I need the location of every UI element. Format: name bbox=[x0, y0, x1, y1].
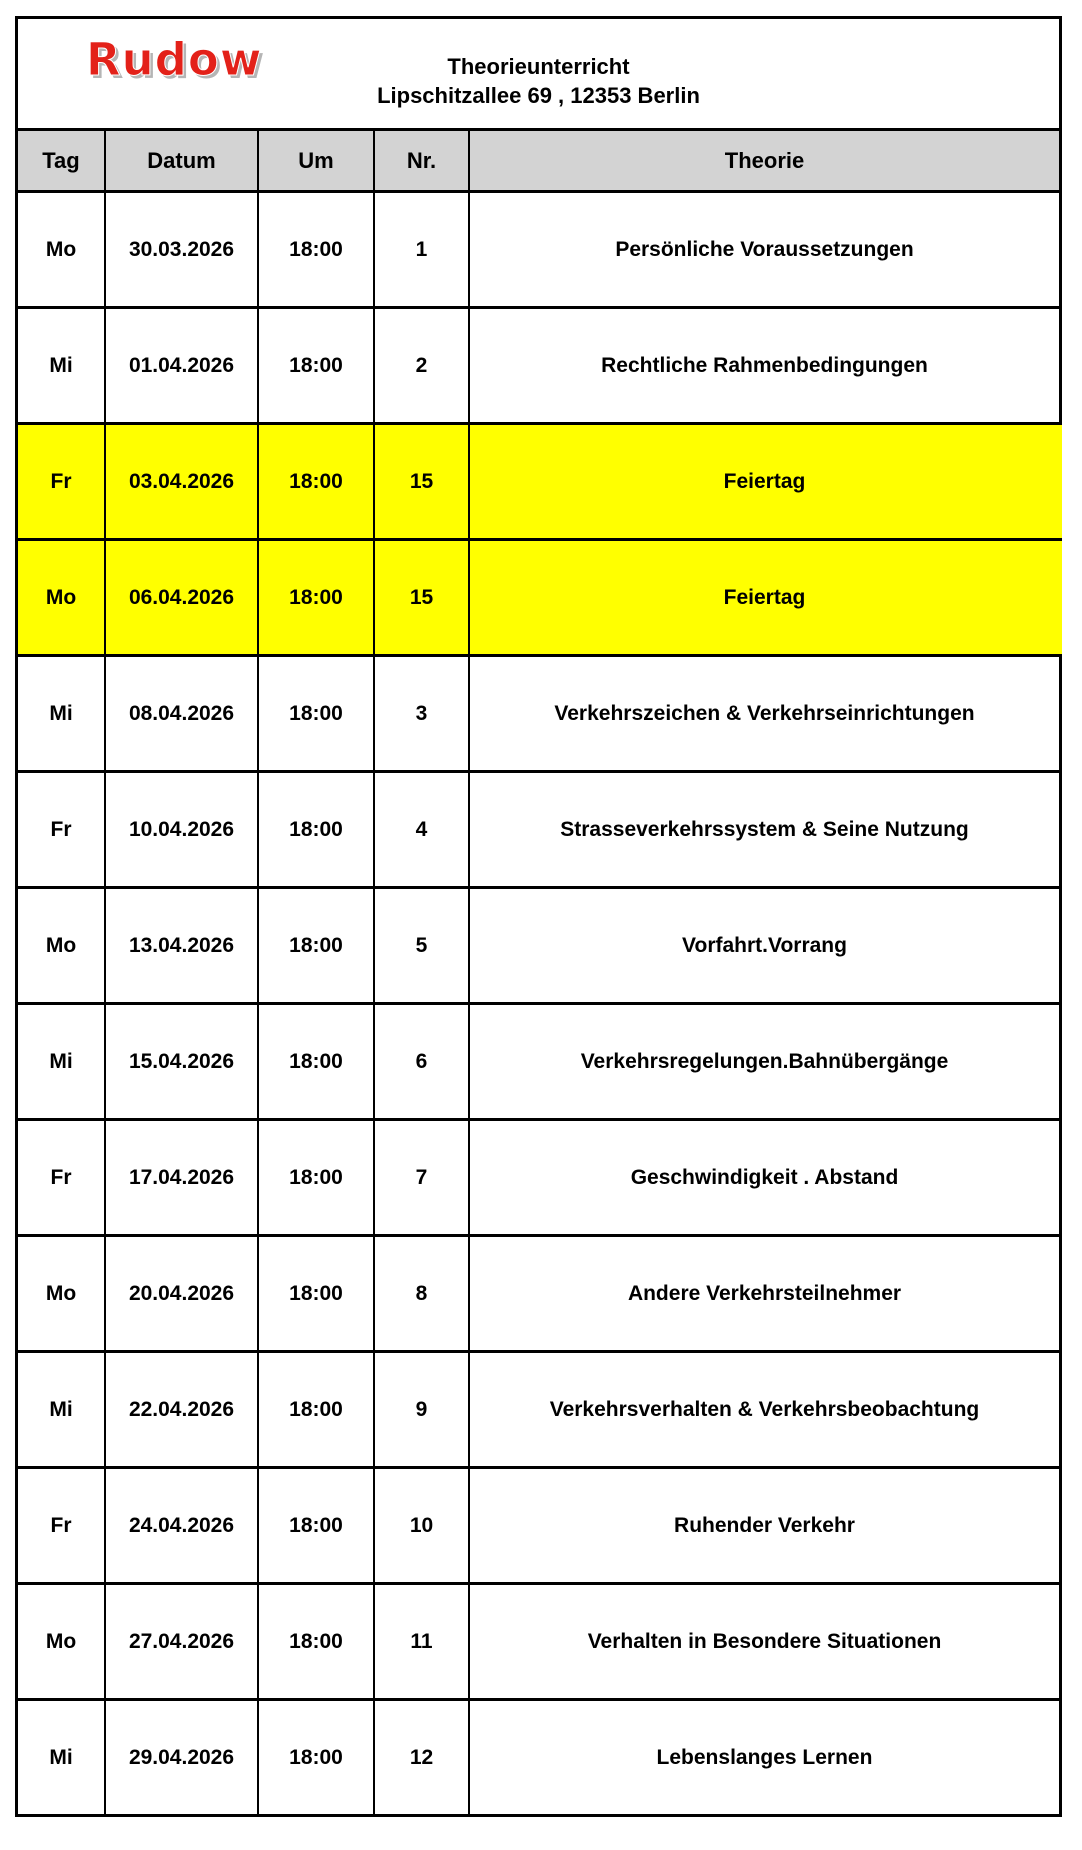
cell-theorie: Verkehrsverhalten & Verkehrsbeobachtung bbox=[468, 1353, 1059, 1466]
cell-theorie: Ruhender Verkehr bbox=[468, 1469, 1059, 1582]
table-row bbox=[18, 309, 1059, 425]
cell-um: 18:00 bbox=[257, 1469, 373, 1582]
cell-um: 18:00 bbox=[257, 773, 373, 886]
cell-tag: Fr bbox=[50, 469, 72, 493]
table-row bbox=[18, 541, 1059, 657]
cell-nr: 8 bbox=[373, 1237, 468, 1350]
table-row bbox=[18, 1121, 1059, 1237]
cell-um: 18:00 bbox=[257, 193, 373, 306]
cell-theorie: Feiertag bbox=[468, 425, 1059, 538]
table-row bbox=[18, 1353, 1059, 1469]
cell-tag: Mo bbox=[45, 1281, 77, 1305]
cell-um: 18:00 bbox=[257, 1237, 373, 1350]
cell-datum: 10.04.2026 bbox=[104, 773, 257, 886]
column-header-datum: Datum bbox=[104, 131, 257, 190]
cell-tag: Fr bbox=[50, 1165, 72, 1189]
cell-tag: Mo bbox=[45, 237, 77, 261]
table-row bbox=[18, 425, 1059, 541]
column-header-tag: Tag bbox=[42, 147, 80, 173]
cell-tag: Fr bbox=[50, 817, 72, 841]
cell-theorie: Rechtliche Rahmenbedingungen bbox=[468, 309, 1059, 422]
cell-um: 18:00 bbox=[257, 425, 373, 538]
cell-datum: 29.04.2026 bbox=[104, 1701, 257, 1814]
cell-tag: Mi bbox=[49, 353, 73, 377]
column-header-um: Um bbox=[257, 131, 373, 190]
cell-nr: 7 bbox=[373, 1121, 468, 1234]
cell-nr: 10 bbox=[373, 1469, 468, 1582]
table-row bbox=[18, 1237, 1059, 1353]
column-header-row bbox=[18, 131, 1059, 193]
cell-um: 18:00 bbox=[257, 1121, 373, 1234]
cell-datum: 03.04.2026 bbox=[104, 425, 257, 538]
table-row bbox=[18, 889, 1059, 1005]
cell-nr: 5 bbox=[373, 889, 468, 1002]
table-row bbox=[18, 657, 1059, 773]
cell-tag: Mi bbox=[49, 1745, 73, 1769]
cell-theorie: Verhalten in Besondere Situationen bbox=[468, 1585, 1059, 1698]
cell-datum: 30.03.2026 bbox=[104, 193, 257, 306]
cell-theorie: Feiertag bbox=[468, 541, 1059, 654]
cell-tag: Mo bbox=[45, 1629, 77, 1653]
cell-tag: Mo bbox=[45, 585, 77, 609]
table-row bbox=[18, 1005, 1059, 1121]
cell-theorie: Andere Verkehrsteilnehmer bbox=[468, 1237, 1059, 1350]
column-header-theorie: Theorie bbox=[468, 131, 1059, 190]
cell-theorie: Verkehrszeichen & Verkehrseinrichtungen bbox=[468, 657, 1059, 770]
cell-tag: Mi bbox=[49, 1397, 73, 1421]
theory-schedule-table bbox=[15, 16, 1062, 1817]
cell-datum: 13.04.2026 bbox=[104, 889, 257, 1002]
cell-nr: 2 bbox=[373, 309, 468, 422]
cell-nr: 15 bbox=[373, 541, 468, 654]
cell-nr: 9 bbox=[373, 1353, 468, 1466]
cell-nr: 12 bbox=[373, 1701, 468, 1814]
cell-um: 18:00 bbox=[257, 1353, 373, 1466]
table-title-section bbox=[18, 19, 1059, 131]
table-body bbox=[18, 193, 1059, 1814]
cell-tag: Mi bbox=[49, 701, 73, 725]
cell-nr: 15 bbox=[373, 425, 468, 538]
table-row bbox=[18, 1701, 1059, 1814]
cell-theorie: Geschwindigkeit . Abstand bbox=[468, 1121, 1059, 1234]
table-row bbox=[18, 193, 1059, 309]
cell-tag: Mi bbox=[49, 1049, 73, 1073]
cell-datum: 20.04.2026 bbox=[104, 1237, 257, 1350]
table-row bbox=[18, 773, 1059, 889]
cell-um: 18:00 bbox=[257, 309, 373, 422]
cell-um: 18:00 bbox=[257, 1701, 373, 1814]
cell-datum: 15.04.2026 bbox=[104, 1005, 257, 1118]
cell-datum: 27.04.2026 bbox=[104, 1585, 257, 1698]
cell-datum: 08.04.2026 bbox=[104, 657, 257, 770]
cell-nr: 1 bbox=[373, 193, 468, 306]
cell-um: 18:00 bbox=[257, 1005, 373, 1118]
title-block bbox=[377, 38, 700, 110]
school-logo-rudow: Rudow bbox=[86, 33, 263, 86]
cell-theorie: Lebenslanges Lernen bbox=[468, 1701, 1059, 1814]
cell-tag: Mo bbox=[45, 933, 77, 957]
cell-datum: 17.04.2026 bbox=[104, 1121, 257, 1234]
cell-tag: Fr bbox=[50, 1513, 72, 1537]
column-header-nr: Nr. bbox=[373, 131, 468, 190]
cell-theorie: Vorfahrt.Vorrang bbox=[468, 889, 1059, 1002]
cell-theorie: Persönliche Voraussetzungen bbox=[468, 193, 1059, 306]
title-line-address: Lipschitzallee 69 , 12353 Berlin bbox=[377, 82, 700, 108]
cell-nr: 6 bbox=[373, 1005, 468, 1118]
cell-um: 18:00 bbox=[257, 1585, 373, 1698]
cell-nr: 3 bbox=[373, 657, 468, 770]
cell-datum: 01.04.2026 bbox=[104, 309, 257, 422]
cell-nr: 4 bbox=[373, 773, 468, 886]
cell-theorie: Verkehrsregelungen.Bahnübergänge bbox=[468, 1005, 1059, 1118]
cell-nr: 11 bbox=[373, 1585, 468, 1698]
table-row bbox=[18, 1469, 1059, 1585]
cell-um: 18:00 bbox=[257, 889, 373, 1002]
cell-datum: 22.04.2026 bbox=[104, 1353, 257, 1466]
cell-um: 18:00 bbox=[257, 657, 373, 770]
title-line-theorieunterricht: Theorieunterricht bbox=[447, 53, 630, 79]
cell-theorie: Strasseverkehrssystem & Seine Nutzung bbox=[468, 773, 1059, 886]
table-row bbox=[18, 1585, 1059, 1701]
cell-datum: 24.04.2026 bbox=[104, 1469, 257, 1582]
cell-um: 18:00 bbox=[257, 541, 373, 654]
cell-datum: 06.04.2026 bbox=[104, 541, 257, 654]
